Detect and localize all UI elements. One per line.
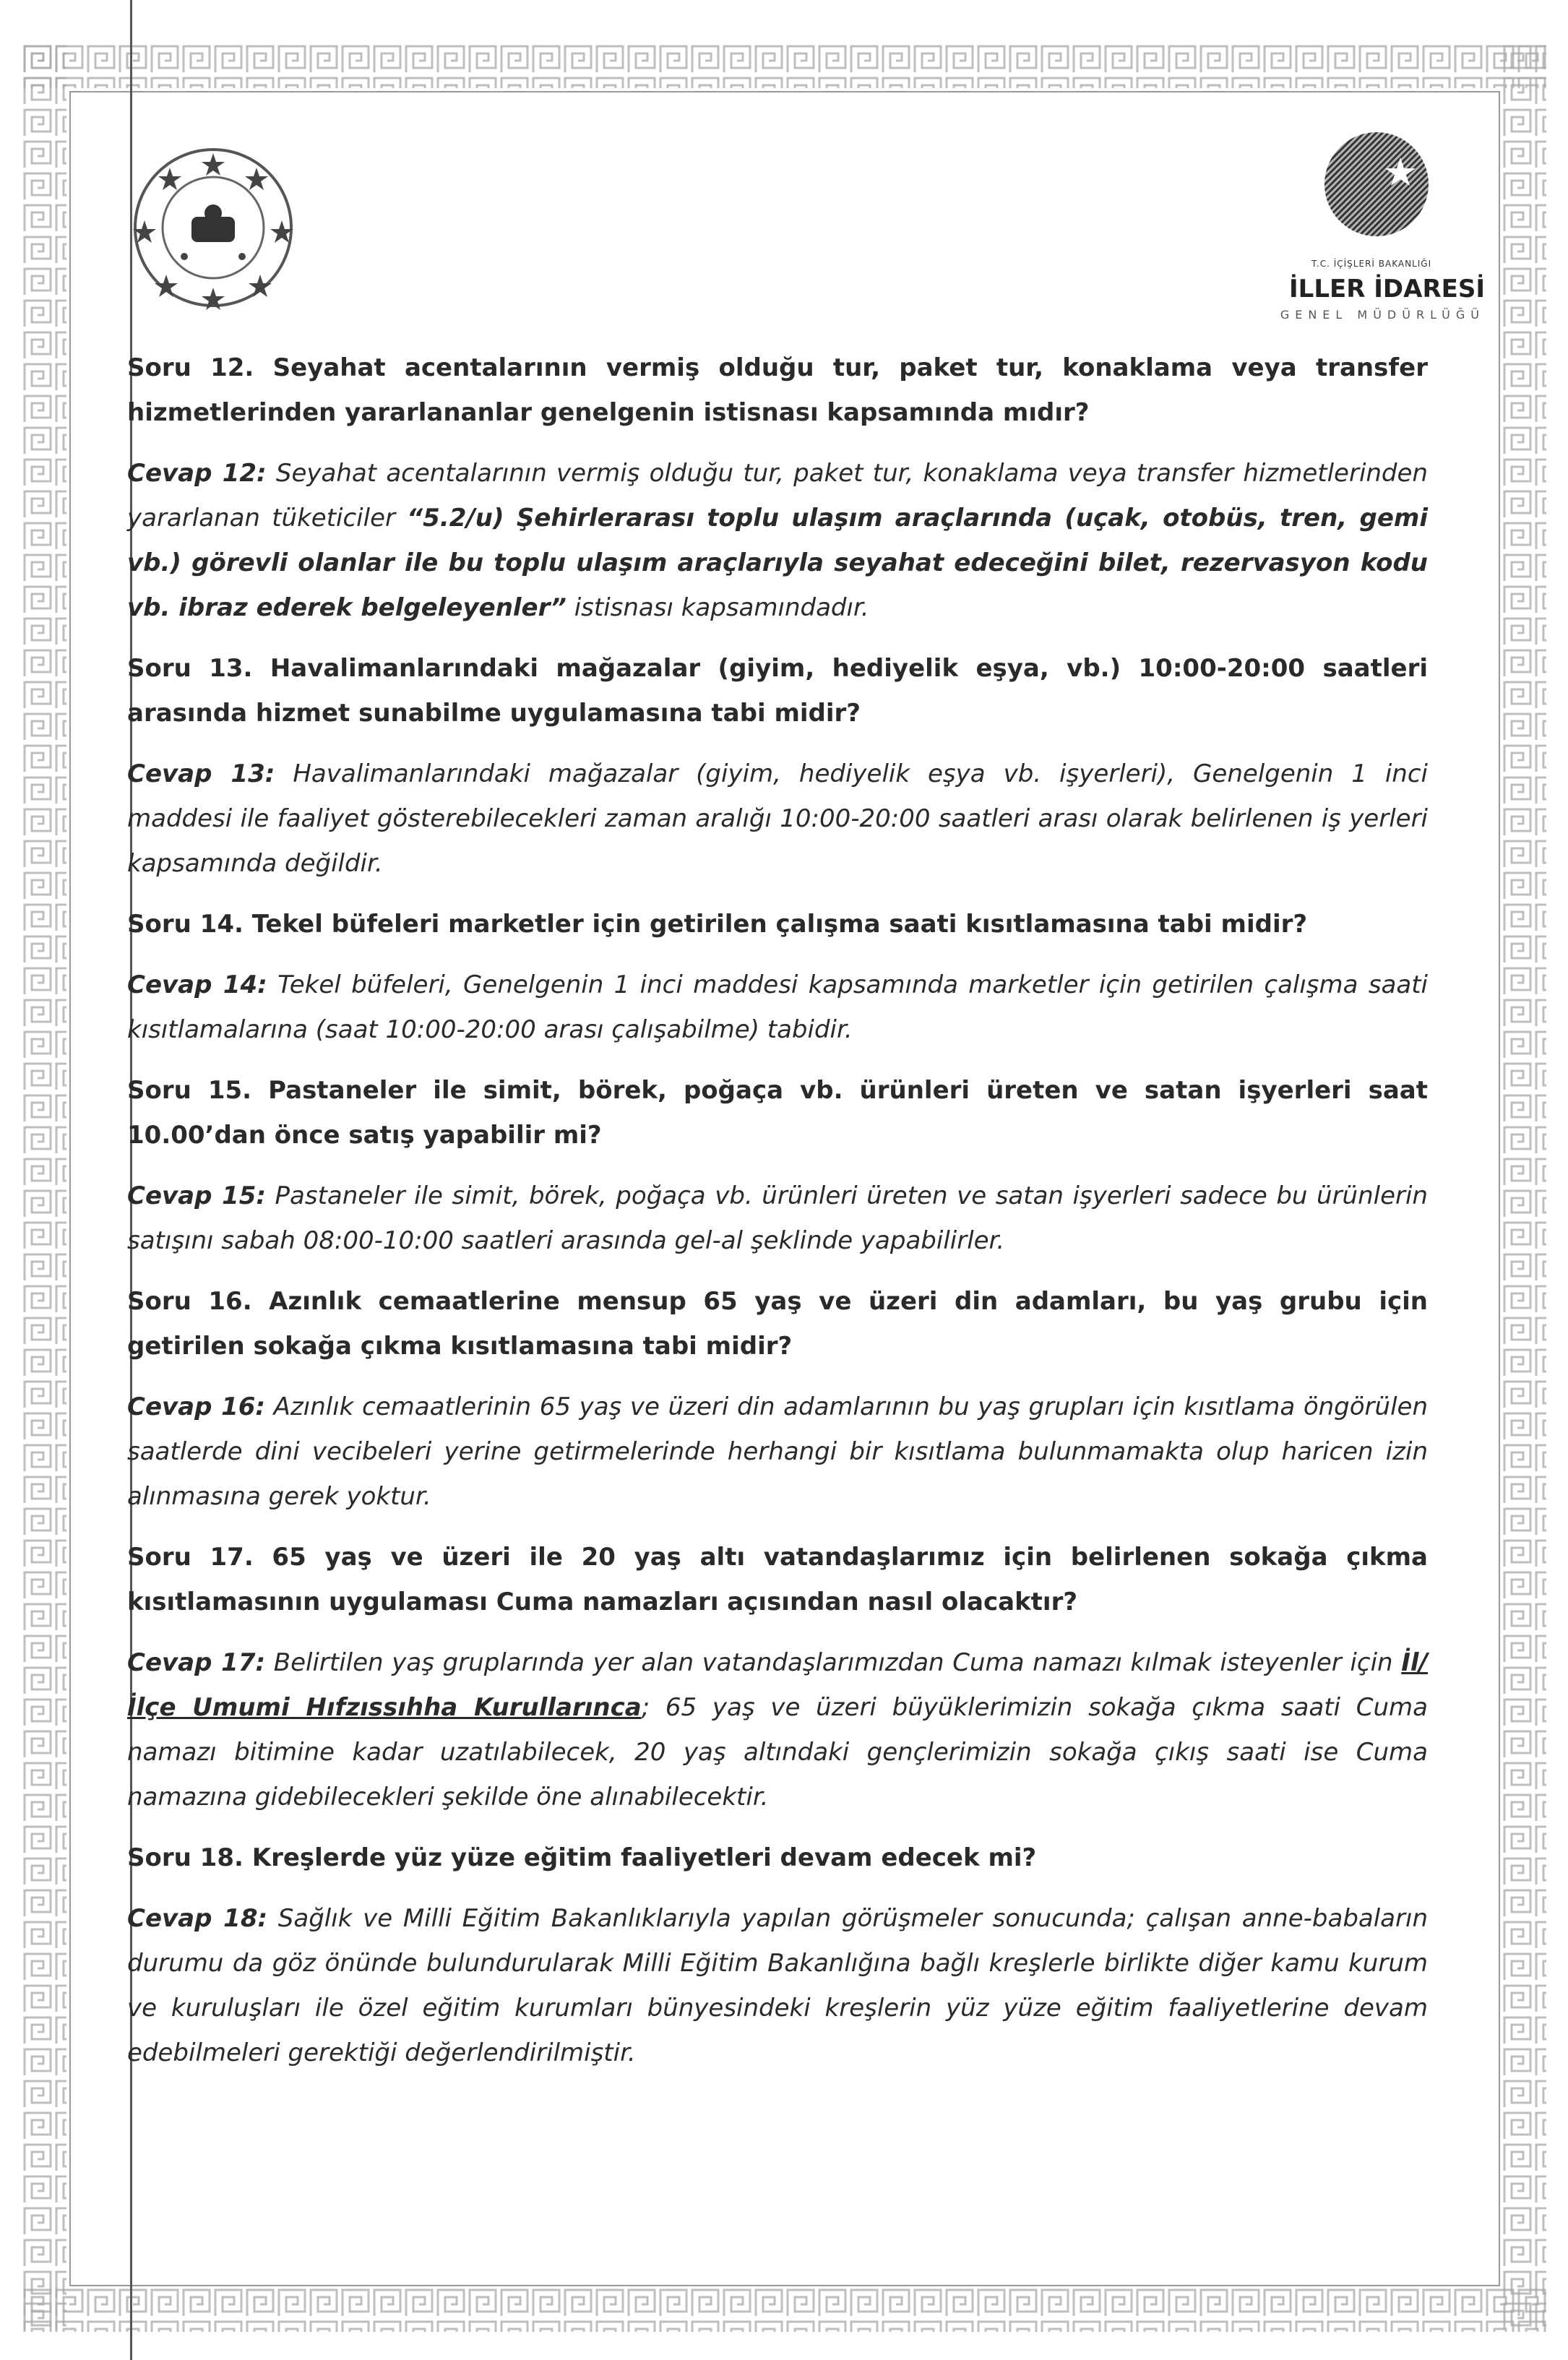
answer-17 [127,1640,1428,1819]
logo-subtitle: GENEL MÜDÜRLÜĞÜ [1280,308,1485,322]
question-15: Soru 15. Pastaneler ile simit, börek, poğaça vb. ürünleri üreten ve satan işyerleri saat 10.00’dan önce satış yapabilir mi? [127,1076,1428,1150]
question-16: Soru 16. Azınlık cemaatlerine mensup 65 yaş ve üzeri din adamları, bu yaş grubu için getirilen sokağa çıkma kısıtlamasına tabi midir? [127,1287,1428,1361]
answer-16-text: Azınlık cemaatlerinin 65 yaş ve üzeri din adamlarının bu yaş grupları için kısıtlama öngörülen saatlerde dini vecibeleri yerine getirmelerinde herhangi bir kısıtlama bulunmamakta olup haricen izin alınmasına gerek yoktur. [127,1392,1428,1511]
decorative-border-top [22,43,1546,88]
answer-13-lead: Cevap 13: [127,759,275,788]
question-12: Soru 12. Seyahat acentalarının vermiş olduğu tur, paket tur, konaklama veya transfer hizmetlerinden yararlananlar genelgenin istisnası kapsamında mıdır? [127,353,1428,427]
answer-14 [127,962,1428,1052]
answer-14-lead: Cevap 14: [127,970,267,999]
answer-18-lead: Cevap 18: [127,1904,268,1933]
logo-ministry-text: T.C. İÇİŞLERİ BAKANLIĞI [1311,259,1432,269]
answer-18 [127,1896,1428,2075]
logo-name: İLLER İDARESİ [1289,275,1485,303]
question-14: Soru 14. Tekel büfeleri marketler için getirilen çalışma saati kısıtlamasına tabi midir? [127,910,1308,939]
answer-15-lead: Cevap 15: [127,1181,266,1210]
answer-17-text: Belirtilen yaş gruplarında yer alan vatandaşlarımızdan Cuma namazı kılmak isteyenler için [265,1648,1402,1677]
decorative-border-bottom [22,2287,1546,2332]
question-13: Soru 13. Havalimanlarındaki mağazalar (giyim, hediyelik eşya, vb.) 10:00-20:00 saatleri arasında hizmet sunabilme uygulamasına tabi midir? [127,654,1428,728]
answer-12-lead: Cevap 12: [127,459,267,488]
answer-13-text: Havalimanlarındaki mağazalar (giyim, hediyelik eşya vb. işyerleri), Genelgenin 1 inci maddesi ile faaliyet gösterebilecekleri zaman aralığı 10:00-20:00 saatleri arası olarak belirlenen iş yerleri kapsamında değildir. [127,759,1428,878]
question-17: Soru 17. 65 yaş ve üzeri ile 20 yaş altı vatandaşlarımız için belirlenen sokağa çıkma kısıtlamasının uygulaması Cuma namazları açısından nasıl olacaktır? [127,1543,1428,1616]
answer-16 [127,1384,1428,1519]
iller-idaresi-logo [1272,123,1489,340]
answer-12-tail: istisnası kapsamındadır. [566,593,869,622]
answer-18-text: Sağlık ve Milli Eğitim Bakanlıklarıyla yapılan görüşmeler sonucunda; çalışan anne-babaların durumu da göz önünde bulundurularak Milli Eğitim Bakanlığına bağlı kreşlerle birlikte diğer kamu kurum ve kuruluşları ile özel eğitim kurumları bünyesindeki kreşlerin yüz yüze eğitim faaliyetlerine devam edebilmeleri gerektiği değerlendirilmiştir. [127,1904,1428,2067]
answer-17-lead: Cevap 17: [127,1648,266,1677]
question-18: Soru 18. Kreşlerde yüz yüze eğitim faaliyetleri devam edecek mi? [127,1843,1037,1872]
answer-15 [127,1173,1428,1263]
answer-13 [127,752,1428,886]
decorative-border-right [1502,43,1546,2332]
answer-12-text: Seyahat acentalarının vermiş olduğu tur, paket tur, konaklama veya transfer hizmetlerinden yararlanan tüketiciler [127,459,1428,533]
answer-16-lead: Cevap 16: [127,1392,266,1421]
answer-12 [127,451,1428,630]
ministry-seal-icon [130,145,296,311]
answer-14-text: Tekel büfeleri, Genelgenin 1 inci maddesi kapsamında marketler için getirilen çalışma saati kısıtlamalarına (saat 10:00-20:00 arası çalışabilme) tabidir. [127,970,1428,1044]
crescent-star-icon [1322,130,1431,238]
answer-17-tail: ; 65 yaş ve üzeri büyüklerimizin sokağa çıkma saati Cuma namazı bitimine kadar uzatılabilecek, 20 yaş altındaki gençlerimizin sokağa çıkış saati ise Cuma namazına gidebilecekleri şekilde öne alınabilecektir. [127,1693,1428,1812]
qa-content [127,345,1428,2091]
answer-12-quote: “5.2/u) Şehirlerarası toplu ulaşım araçlarında (uçak, otobüs, tren, gemi vb.) görevli olanlar ile bu toplu ulaşım araçlarıyla seyahat edeceğini bilet, rezervasyon kodu vb. ibraz ederek belgeleyenler” [127,504,1428,622]
answer-17-underlined: İl/İlçe Umumi Hıfzıssıhha Kurullarınca [127,1648,1428,1722]
answer-15-text: Pastaneler ile simit, börek, poğaça vb. ürünleri üreten ve satan işyerleri sadece bu ürünlerin satışını sabah 08:00-10:00 saatleri arasında gel-al şeklinde yapabilirler. [127,1181,1428,1255]
decorative-border-left [22,43,66,2332]
